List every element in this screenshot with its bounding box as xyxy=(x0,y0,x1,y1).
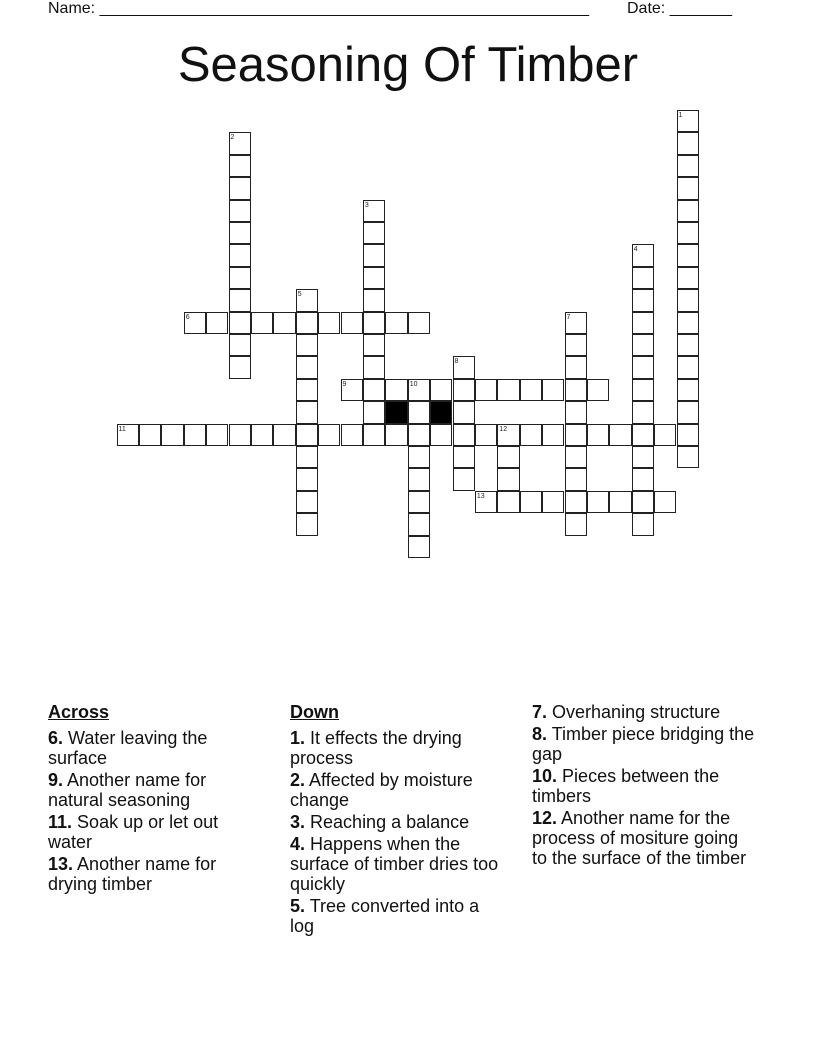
cell-number: 6 xyxy=(185,313,190,321)
grid-cell[interactable] xyxy=(565,356,587,378)
grid-cell[interactable] xyxy=(273,424,295,446)
grid-cell[interactable] xyxy=(296,468,318,490)
cell-number: 10 xyxy=(409,380,418,388)
grid-cell[interactable] xyxy=(565,312,587,334)
grid-cell[interactable] xyxy=(677,244,699,266)
grid-cell[interactable] xyxy=(632,289,654,311)
grid-cell[interactable] xyxy=(229,177,251,199)
grid-cell[interactable] xyxy=(408,424,430,446)
grid-cell[interactable] xyxy=(408,468,430,490)
grid-cell[interactable] xyxy=(363,356,385,378)
grid-cell[interactable] xyxy=(565,446,587,468)
grid-cell[interactable] xyxy=(632,446,654,468)
clue-down-5 xyxy=(290,896,505,936)
grid-cell[interactable] xyxy=(229,200,251,222)
across-clues xyxy=(48,702,263,896)
grid-cell[interactable] xyxy=(520,379,542,401)
clue-down-2 xyxy=(290,770,505,810)
grid-cell[interactable] xyxy=(363,289,385,311)
grid-cell[interactable] xyxy=(229,356,251,378)
grid-cell[interactable] xyxy=(677,267,699,289)
cell-number: 2 xyxy=(230,134,235,142)
clue-down-1 xyxy=(290,728,505,768)
grid-cell[interactable] xyxy=(632,424,654,446)
grid-cell[interactable] xyxy=(565,334,587,356)
clue-text: Happens when the surface of timber dries too quickly xyxy=(290,834,499,894)
grid-cell[interactable] xyxy=(296,424,318,446)
grid-cell[interactable] xyxy=(385,312,407,334)
grid-cell[interactable] xyxy=(677,401,699,423)
grid-cell[interactable] xyxy=(587,424,609,446)
grid-cell[interactable] xyxy=(229,267,251,289)
clue-text: Another name for drying timber xyxy=(48,854,217,894)
grid-cell[interactable] xyxy=(632,468,654,490)
clue-across-9 xyxy=(48,770,263,810)
clue-text: Tree converted into a log xyxy=(290,896,480,936)
grid-cell[interactable] xyxy=(363,200,385,222)
grid-cell[interactable] xyxy=(520,491,542,513)
grid-cell[interactable] xyxy=(296,334,318,356)
grid-cell[interactable] xyxy=(632,334,654,356)
grid-cell[interactable] xyxy=(677,356,699,378)
clue-number: 3. xyxy=(290,812,306,832)
grid-cell[interactable] xyxy=(565,513,587,535)
grid-cell[interactable] xyxy=(542,491,564,513)
grid-cell[interactable] xyxy=(117,424,139,446)
cell-number: 7 xyxy=(566,313,571,321)
grid-cell[interactable] xyxy=(318,312,340,334)
clue-text: Soak up or let out water xyxy=(48,812,219,852)
cell-number: 3 xyxy=(364,201,369,209)
grid-cell[interactable] xyxy=(229,334,251,356)
grid-cell[interactable] xyxy=(677,222,699,244)
clue-number: 6. xyxy=(48,728,64,748)
clue-text: Reaching a balance xyxy=(310,812,470,832)
grid-cell[interactable] xyxy=(632,244,654,266)
grid-cell[interactable] xyxy=(363,222,385,244)
clue-text: Another name for natural seasoning xyxy=(48,770,207,810)
across-heading: Across xyxy=(48,702,110,722)
grid-cell[interactable] xyxy=(453,424,475,446)
clue-across-13 xyxy=(48,854,263,894)
date-field-label: Date: _______ xyxy=(627,0,732,17)
grid-cell[interactable] xyxy=(363,267,385,289)
grid-cell[interactable] xyxy=(677,177,699,199)
grid-cell[interactable] xyxy=(497,468,519,490)
down-heading: Down xyxy=(290,702,339,722)
black-cell xyxy=(430,401,452,423)
grid-cell[interactable] xyxy=(363,334,385,356)
grid-cell[interactable] xyxy=(565,491,587,513)
clue-number: 7. xyxy=(532,702,548,722)
grid-cell[interactable] xyxy=(139,424,161,446)
grid-cell[interactable] xyxy=(206,312,228,334)
grid-cell[interactable] xyxy=(296,513,318,535)
cell-number: 13 xyxy=(476,492,485,500)
grid-cell[interactable] xyxy=(251,424,273,446)
grid-cell[interactable] xyxy=(161,424,183,446)
page-title: Seasoning Of Timber xyxy=(177,38,639,92)
clue-down-10 xyxy=(532,766,757,806)
clue-text: Overhaning structure xyxy=(552,702,721,722)
grid-cell[interactable] xyxy=(453,468,475,490)
clue-down-3 xyxy=(290,812,505,832)
grid-cell[interactable] xyxy=(475,424,497,446)
grid-cell[interactable] xyxy=(430,424,452,446)
grid-cell[interactable] xyxy=(453,401,475,423)
clue-number: 12. xyxy=(532,808,558,828)
clue-text: Timber piece bridging the gap xyxy=(532,724,755,764)
clue-down-12 xyxy=(532,808,757,868)
grid-cell[interactable] xyxy=(632,312,654,334)
grid-cell[interactable] xyxy=(475,491,497,513)
grid-cell[interactable] xyxy=(565,424,587,446)
grid-cell[interactable] xyxy=(632,379,654,401)
clue-number: 10. xyxy=(532,766,558,786)
grid-cell[interactable] xyxy=(229,424,251,446)
grid-cell[interactable] xyxy=(542,379,564,401)
clue-number: 4. xyxy=(290,834,306,854)
black-cell xyxy=(385,401,407,423)
grid-cell[interactable] xyxy=(363,244,385,266)
grid-cell[interactable] xyxy=(677,312,699,334)
grid-cell[interactable] xyxy=(363,312,385,334)
grid-cell[interactable] xyxy=(408,513,430,535)
cell-number: 1 xyxy=(678,112,683,119)
clue-text: It effects the drying process xyxy=(290,728,462,768)
down-clues xyxy=(290,702,505,938)
clue-number: 13. xyxy=(48,854,74,874)
grid-cell[interactable] xyxy=(296,446,318,468)
grid-cell[interactable] xyxy=(677,289,699,311)
grid-cell[interactable] xyxy=(632,356,654,378)
grid-cell[interactable] xyxy=(229,222,251,244)
grid-cell[interactable] xyxy=(408,536,430,558)
grid-cell[interactable] xyxy=(654,424,676,446)
grid-cell[interactable] xyxy=(341,312,363,334)
grid-cell[interactable] xyxy=(385,424,407,446)
grid-cell[interactable] xyxy=(677,334,699,356)
grid-cell[interactable] xyxy=(296,491,318,513)
grid-cell[interactable] xyxy=(453,446,475,468)
clue-across-11 xyxy=(48,812,263,852)
clue-number: 9. xyxy=(48,770,64,790)
cell-number: 9 xyxy=(342,380,347,388)
grid-cell[interactable] xyxy=(654,491,676,513)
grid-cell[interactable] xyxy=(453,379,475,401)
grid-cell[interactable] xyxy=(296,289,318,311)
grid-cell[interactable] xyxy=(632,267,654,289)
grid-cell[interactable] xyxy=(296,379,318,401)
grid-cell[interactable] xyxy=(206,424,228,446)
grid-cell[interactable] xyxy=(497,379,519,401)
grid-cell[interactable] xyxy=(587,379,609,401)
grid-cell[interactable] xyxy=(677,379,699,401)
clue-text: Water leaving the surface xyxy=(48,728,208,768)
grid-cell[interactable] xyxy=(229,132,251,154)
name-field-label: Name: _______________________________________________________ xyxy=(48,0,589,17)
grid-cell[interactable] xyxy=(677,424,699,446)
grid-cell[interactable] xyxy=(385,379,407,401)
grid-cell[interactable] xyxy=(229,312,251,334)
grid-cell[interactable] xyxy=(341,424,363,446)
clue-text: Affected by moisture change xyxy=(290,770,473,810)
clue-down-7 xyxy=(532,702,757,722)
grid-cell[interactable] xyxy=(363,401,385,423)
grid-cell[interactable] xyxy=(318,424,340,446)
grid-cell[interactable] xyxy=(475,379,497,401)
clue-number: 8. xyxy=(532,724,548,744)
clue-text: Pieces between the timbers xyxy=(532,766,720,806)
grid-cell[interactable] xyxy=(184,312,206,334)
grid-cell[interactable] xyxy=(363,424,385,446)
grid-cell[interactable] xyxy=(677,155,699,177)
clue-number: 1. xyxy=(290,728,306,748)
grid-cell[interactable] xyxy=(632,401,654,423)
grid-cell[interactable] xyxy=(520,424,542,446)
grid-cell[interactable] xyxy=(542,424,564,446)
grid-cell[interactable] xyxy=(296,356,318,378)
cell-number: 12 xyxy=(499,425,508,433)
cell-number: 11 xyxy=(118,425,126,433)
clue-number: 11. xyxy=(48,812,73,832)
cell-number: 8 xyxy=(454,358,459,366)
grid-cell[interactable] xyxy=(341,379,363,401)
grid-cell[interactable] xyxy=(565,379,587,401)
grid-cell[interactable] xyxy=(229,244,251,266)
cell-number: 5 xyxy=(297,291,302,299)
grid-cell[interactable] xyxy=(587,491,609,513)
grid-cell[interactable] xyxy=(229,289,251,311)
grid-cell[interactable] xyxy=(408,401,430,423)
grid-cell[interactable] xyxy=(677,446,699,468)
grid-cell[interactable] xyxy=(273,312,295,334)
grid-cell[interactable] xyxy=(677,110,699,132)
clue-down-4 xyxy=(290,834,505,894)
grid-cell[interactable] xyxy=(408,446,430,468)
clue-down-8 xyxy=(532,724,757,764)
grid-cell[interactable] xyxy=(565,401,587,423)
clue-text: Another name for the process of mositure going to the surface of the timber xyxy=(532,808,747,868)
grid-cell[interactable] xyxy=(632,491,654,513)
grid-cell[interactable] xyxy=(497,491,519,513)
grid-cell[interactable] xyxy=(408,379,430,401)
grid-cell[interactable] xyxy=(430,379,452,401)
grid-cell[interactable] xyxy=(497,424,519,446)
grid-cell[interactable] xyxy=(609,491,631,513)
grid-cell[interactable] xyxy=(497,446,519,468)
grid-cell[interactable] xyxy=(565,468,587,490)
down-clues-continued xyxy=(532,702,757,870)
grid-cell[interactable] xyxy=(453,356,475,378)
grid-cell[interactable] xyxy=(296,312,318,334)
grid-cell[interactable] xyxy=(609,424,631,446)
grid-cell[interactable] xyxy=(251,312,273,334)
grid-cell[interactable] xyxy=(363,379,385,401)
grid-cell[interactable] xyxy=(632,513,654,535)
grid-cell[interactable] xyxy=(229,155,251,177)
grid-cell[interactable] xyxy=(677,200,699,222)
grid-cell[interactable] xyxy=(296,401,318,423)
cell-number: 4 xyxy=(633,246,638,254)
grid-cell[interactable] xyxy=(677,132,699,154)
clue-number: 5. xyxy=(290,896,306,916)
clue-number: 2. xyxy=(290,770,306,790)
clue-across-6 xyxy=(48,728,263,768)
grid-cell[interactable] xyxy=(408,491,430,513)
grid-cell[interactable] xyxy=(184,424,206,446)
grid-cell[interactable] xyxy=(408,312,430,334)
